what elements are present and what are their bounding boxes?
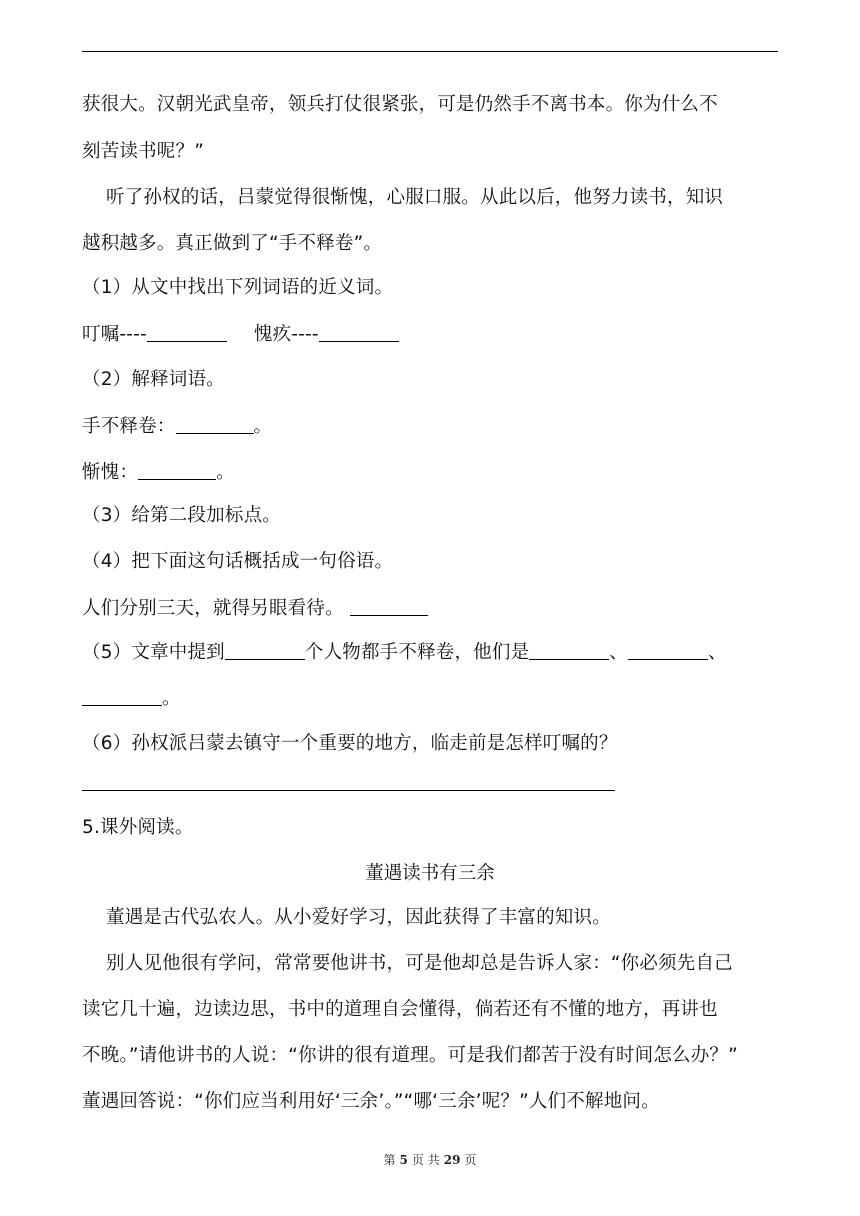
header-rule [82,51,778,52]
page-number: 5 [399,1153,408,1167]
question-4: （4）把下面这句话概括成一句俗语。 [82,551,394,572]
question-4-answer-row [82,595,428,622]
page-total: 29 [443,1153,461,1167]
text-line: 刻苦读书呢？” [82,141,204,162]
footer-text: 页 [464,1153,477,1167]
question-2-answer-row [82,413,272,440]
answer-blank[interactable] [138,459,216,480]
answer-blank[interactable] [350,595,428,616]
answer-line[interactable] [82,790,615,791]
answer-blank[interactable] [529,639,609,660]
answer-blank[interactable] [628,639,708,660]
question-5 [82,639,727,666]
punct: 。 [253,416,273,437]
punct: 、 [707,642,727,663]
answer-blank[interactable] [176,413,254,434]
q5-text: （5）文章中提到 [82,642,225,663]
punct: 、 [609,642,628,663]
question-2-answer-row [82,459,235,486]
answer-blank[interactable] [225,639,305,660]
section-heading: 5.课外阅读。 [82,817,194,838]
question-3: （3）给第二段加标点。 [82,505,281,526]
text-line: 听了孙权的话，吕蒙觉得很惭愧，心服口服。从此以后，他努力读书，知识 [106,187,724,208]
q5-text: 个人物都手不释卷，他们是 [304,642,530,663]
page-footer [0,1151,860,1168]
word-label: 惭愧： [82,462,139,483]
word-label: 叮嘱---- [82,324,147,345]
word-label: 愧疚---- [253,324,319,345]
answer-blank[interactable] [319,321,399,342]
punct: 。 [162,688,181,709]
passage-title: 董遇读书有三余 [365,863,495,884]
footer-text: 第 [383,1153,396,1167]
footer-text: 页 共 [411,1153,440,1167]
answer-blank[interactable] [82,685,162,706]
word-label: 手不释卷： [82,416,176,437]
text-line: 董遇是古代弘农人。从小爱好学习，因此获得了丰富的知识。 [106,907,611,928]
question-2: （2）解释词语。 [82,369,225,390]
question-5-cont [82,685,181,712]
text-line: 越积越多。真正做到了“手不释卷”。 [82,233,383,254]
punct: 。 [216,462,235,483]
sentence: 人们分别三天，就得另眼看待。 [82,598,344,619]
question-6: （6）孙权派吕蒙去镇守一个重要的地方，临走前是怎样叮嘱的？ [82,733,618,754]
text-line: 获很大。汉朝光武皇帝，领兵打仗很紧张，可是仍然手不离书本。你为什么不 [82,94,718,115]
text-line: 读它几十遍，边读边思，书中的道理自会懂得，倘若还有不懂的地方，再讲也 [82,999,718,1020]
answer-blank[interactable] [147,321,227,342]
question-1-answer-row [82,321,399,348]
text-line: 别人见他很有学问，常常要他讲书，可是他却总是告诉人家：“你必须先自己 [106,953,733,974]
question-1: （1）从文中找出下列词语的近义词。 [82,277,394,298]
text-line: 不晚。”请他讲书的人说：“你讲的很有道理。可是我们都苦于没有时间怎么办？” [82,1045,738,1066]
text-line: 董遇回答说：“你们应当利用好‘三余’。”“哪‘三余’呢？”人们不解地问。 [82,1091,660,1112]
